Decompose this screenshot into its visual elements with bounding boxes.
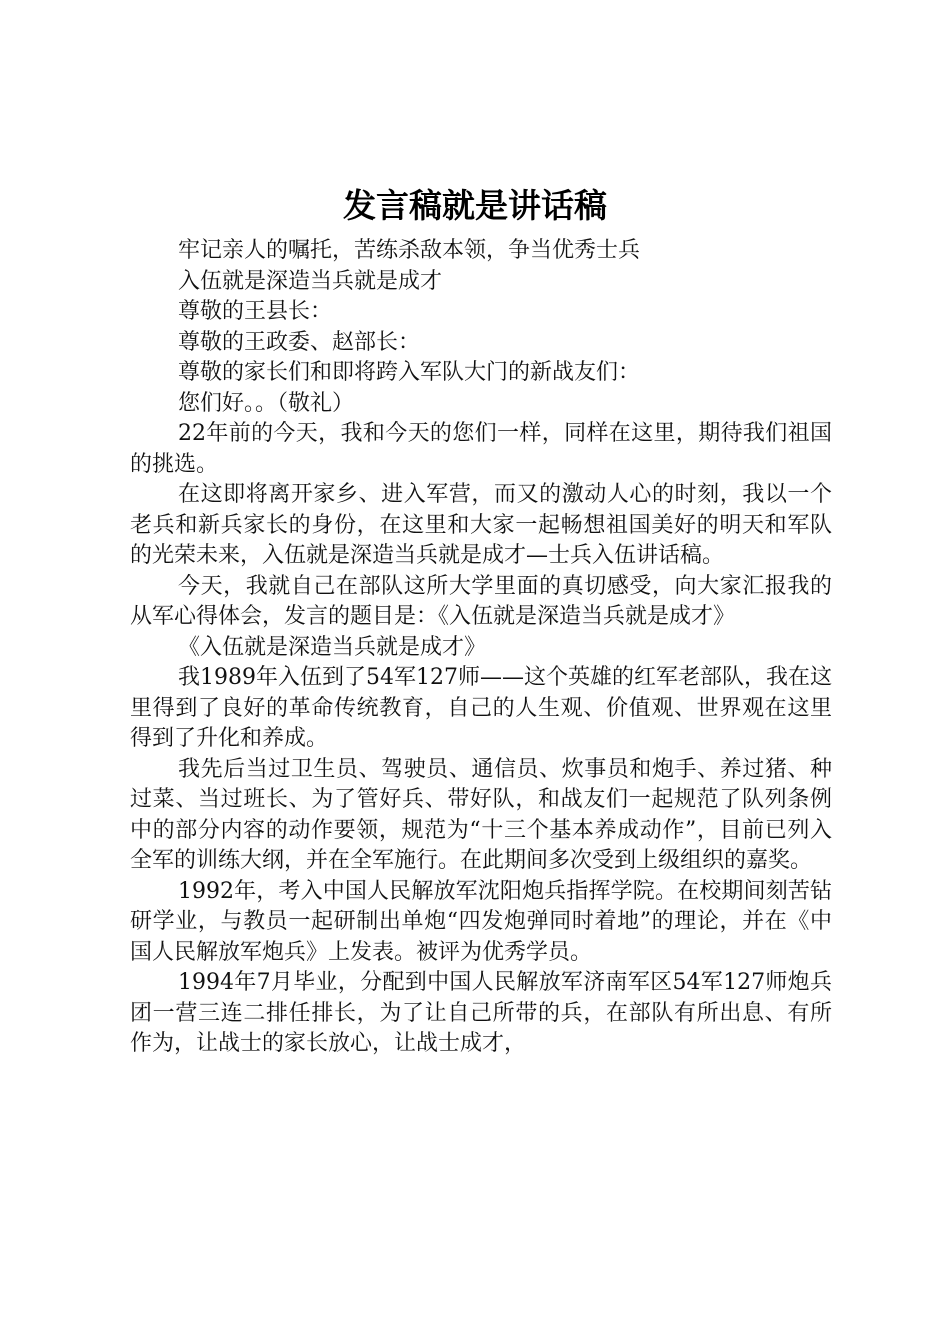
paragraph: 尊敬的王县长： [178,299,333,324]
paragraph: 我先后当过卫生员、驾驶员、通信员、炊事员和炮手、养过猪、种过菜、当过班长、为了管好兵、带好队，和战友们一起规范了队列条例中的部分内容的动作要领，规范为“十三个基本养成动作”，目前已列入全军的训练大纲，并在全军施行。在此期间多次受到上级组织的嘉奖。 [130,756,832,873]
paragraph: 牢记亲人的嘱托，苦练杀敌本领，争当优秀士兵 [178,238,641,263]
document-title: 发言稿就是讲话稿 [343,186,607,225]
paragraph: 尊敬的家长们和即将跨入军队大门的新战友们： [178,360,641,385]
paragraph: 今天，我就自己在部队这所大学里面的真切感受，向大家汇报我的从军心得体会，发言的题目是：《入伍就是深造当兵就是成才》 [130,573,832,629]
paragraph: 1992年，考入中国人民解放军沈阳炮兵指挥学院。在校期间刻苦钻研学业，与教员一起研制出单炮“四发炮弹同时着地”的理论，并在《中国人民解放军炮兵》上发表。被评为优秀学员。 [130,878,832,965]
paragraph: 1994年7月毕业，分配到中国人民解放军济南军区54军127师炮兵团一营三连二排任排长，为了让自己所带的兵，在部队有所出息、有所作为，让战士的家长放心，让战士成才， [130,970,832,1056]
paragraph: 22年前的今天，我和今天的您们一样，同样在这里，期待我们祖国的挑选。 [130,421,832,477]
paragraph: 尊敬的王政委、赵部长： [178,329,421,355]
document-body [130,236,832,1060]
paragraph: 在这即将离开家乡、进入军营，而又的激动人心的时刻，我以一个老兵和新兵家长的身份，在这里和大家一起畅想祖国美好的明天和军队的光荣未来，入伍就是深造当兵就是成才—士兵入伍讲话稿。 [130,482,832,568]
paragraph: 我1989年入伍到了54军127师——这个英雄的红军老部队，我在这里得到了良好的革命传统教育，自己的人生观、价值观、世界观在这里得到了升化和养成。 [130,665,832,751]
paragraph: 入伍就是深造当兵就是成才 [178,268,443,294]
paragraph: 《入伍就是深造当兵就是成才》 [178,634,487,660]
paragraph: 您们好。。（敬礼） [178,390,355,416]
